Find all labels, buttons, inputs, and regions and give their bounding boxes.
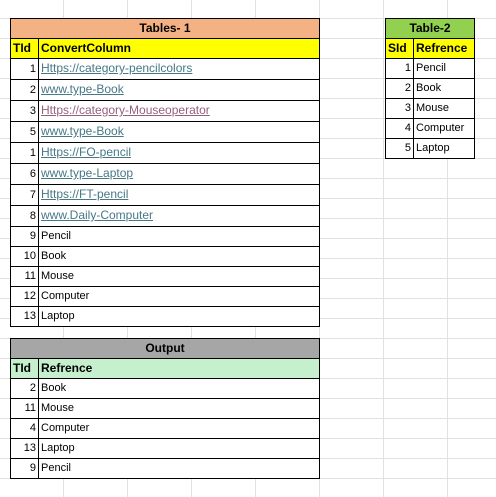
- table-1-cell-value[interactable]: [39, 164, 320, 185]
- output-title-row: [11, 339, 320, 359]
- table-2-cell-value[interactable]: Computer: [414, 119, 475, 139]
- table-1-body: [11, 19, 320, 327]
- table-1-row: [11, 185, 320, 206]
- output-cell-value[interactable]: Computer: [39, 419, 320, 439]
- table-1-row: [11, 164, 320, 185]
- table-2-body: [386, 19, 475, 159]
- table-2-cell-value[interactable]: Book: [414, 79, 475, 99]
- table-2-title-row: [386, 19, 475, 39]
- table-2-row: [386, 59, 475, 79]
- output-cell-id[interactable]: 13: [11, 439, 39, 459]
- table-1-cell-id[interactable]: 11: [11, 267, 39, 287]
- output-table-body: [11, 339, 320, 479]
- table-1-cell-value[interactable]: Mouse: [39, 267, 320, 287]
- table-1-row: [11, 247, 320, 267]
- table-1-cell-value[interactable]: [39, 59, 320, 80]
- table-2-cell-value[interactable]: Mouse: [414, 99, 475, 119]
- table-1-cell-value[interactable]: [39, 206, 320, 227]
- table-1-row: [11, 206, 320, 227]
- output-row: [11, 399, 320, 419]
- table-1-row: [11, 267, 320, 287]
- table-2: [385, 18, 475, 159]
- table-1-hyperlink[interactable]: Https://category-pencilcolors: [41, 61, 193, 75]
- table-1-cell-value[interactable]: Laptop: [39, 307, 320, 327]
- table-1-hyperlink[interactable]: Https://FT-pencil: [41, 187, 129, 201]
- table-1-cell-value[interactable]: [39, 185, 320, 206]
- output-header-tid[interactable]: TId: [11, 359, 39, 379]
- table-2-cell-id[interactable]: 2: [386, 79, 414, 99]
- output-row: [11, 419, 320, 439]
- table-1-title[interactable]: Tables- 1: [11, 19, 320, 39]
- table-1-cell-id[interactable]: 7: [11, 185, 39, 206]
- table-1: [10, 18, 320, 327]
- table-1-row: [11, 122, 320, 143]
- output-cell-id[interactable]: 9: [11, 459, 39, 479]
- output-table: [10, 338, 320, 479]
- output-cell-id[interactable]: 4: [11, 419, 39, 439]
- output-row: [11, 459, 320, 479]
- table-1-cell-value[interactable]: [39, 143, 320, 164]
- table-1-title-row: [11, 19, 320, 39]
- table-2-header-row: [386, 39, 475, 59]
- output-row: [11, 439, 320, 459]
- output-cell-value[interactable]: Pencil: [39, 459, 320, 479]
- table-1-cell-id[interactable]: 8: [11, 206, 39, 227]
- table-1-cell-id[interactable]: 10: [11, 247, 39, 267]
- table-1-cell-id[interactable]: 13: [11, 307, 39, 327]
- table-2-row: [386, 139, 475, 159]
- table-1-hyperlink[interactable]: www.Daily-Computer: [41, 208, 154, 222]
- table-1-cell-id[interactable]: 1: [11, 59, 39, 80]
- table-1-cell-id[interactable]: 6: [11, 164, 39, 185]
- table-1-hyperlink[interactable]: www.type-Book: [41, 124, 124, 138]
- output-cell-value[interactable]: Book: [39, 379, 320, 399]
- table-1-header-tid[interactable]: TId: [11, 39, 39, 59]
- table-1-row: [11, 80, 320, 101]
- output-cell-id[interactable]: 11: [11, 399, 39, 419]
- table-2-cell-value[interactable]: Pencil: [414, 59, 475, 79]
- table-1-cell-id[interactable]: 2: [11, 80, 39, 101]
- table-2-header-refrence[interactable]: Refrence: [414, 39, 475, 59]
- table-1-cell-id[interactable]: 1: [11, 143, 39, 164]
- table-1-header-row: [11, 39, 320, 59]
- output-header-refrence[interactable]: Refrence: [39, 359, 320, 379]
- output-cell-value[interactable]: Mouse: [39, 399, 320, 419]
- table-2-row: [386, 119, 475, 139]
- table-2-cell-value[interactable]: Laptop: [414, 139, 475, 159]
- table-1-cell-value[interactable]: Computer: [39, 287, 320, 307]
- table-1-row: [11, 227, 320, 247]
- table-1-hyperlink[interactable]: www.type-Book: [41, 82, 124, 96]
- output-header-row: [11, 359, 320, 379]
- table-1-cell-value[interactable]: Pencil: [39, 227, 320, 247]
- table-1-row: [11, 287, 320, 307]
- table-1-cell-value[interactable]: [39, 101, 320, 122]
- table-1-cell-id[interactable]: 3: [11, 101, 39, 122]
- table-2-row: [386, 79, 475, 99]
- table-1-hyperlink[interactable]: Https://FO-pencil: [41, 145, 132, 159]
- table-2-row: [386, 99, 475, 119]
- output-cell-id[interactable]: 2: [11, 379, 39, 399]
- table-2-header-sid[interactable]: SId: [386, 39, 414, 59]
- table-1-cell-value[interactable]: [39, 80, 320, 101]
- table-1-row: [11, 307, 320, 327]
- output-title[interactable]: Output: [11, 339, 320, 359]
- table-2-title[interactable]: Table-2: [386, 19, 475, 39]
- table-1-cell-id[interactable]: 9: [11, 227, 39, 247]
- table-1-hyperlink[interactable]: www.type-Laptop: [41, 166, 134, 180]
- table-1-cell-id[interactable]: 12: [11, 287, 39, 307]
- output-cell-value[interactable]: Laptop: [39, 439, 320, 459]
- table-1-cell-id[interactable]: 5: [11, 122, 39, 143]
- table-2-cell-id[interactable]: 3: [386, 99, 414, 119]
- table-2-cell-id[interactable]: 1: [386, 59, 414, 79]
- table-1-row: [11, 143, 320, 164]
- table-2-cell-id[interactable]: 4: [386, 119, 414, 139]
- table-1-hyperlink[interactable]: Https://category-Mouseoperator: [41, 103, 210, 117]
- table-2-cell-id[interactable]: 5: [386, 139, 414, 159]
- table-1-cell-value[interactable]: Book: [39, 247, 320, 267]
- output-row: [11, 379, 320, 399]
- table-1-cell-value[interactable]: [39, 122, 320, 143]
- table-1-header-convertcolumn[interactable]: ConvertColumn: [39, 39, 320, 59]
- table-1-row: [11, 101, 320, 122]
- table-1-row: [11, 59, 320, 80]
